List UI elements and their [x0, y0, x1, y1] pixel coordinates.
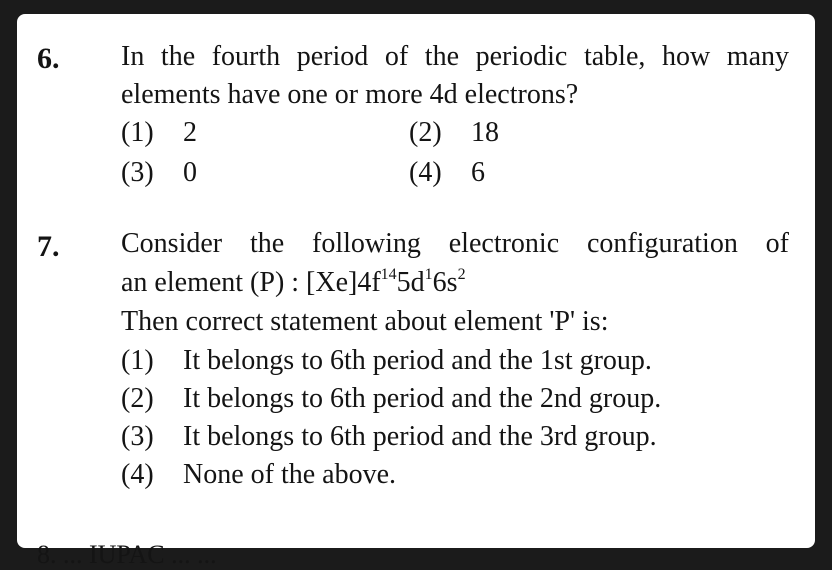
option-number: (2): [409, 117, 442, 148]
option-number: (1): [121, 345, 154, 376]
option-number: (2): [121, 383, 154, 414]
config-5d: 5d: [396, 267, 425, 298]
option-text: 6: [471, 157, 485, 188]
question-7-option-1[interactable]: [121, 342, 652, 380]
option-text: It belongs to 6th period and the 1st group.: [183, 345, 652, 376]
question-7-option-3[interactable]: [121, 418, 657, 456]
option-text: 18: [471, 117, 499, 148]
question-6-option-2[interactable]: [409, 114, 499, 152]
question-sheet: [17, 14, 815, 569]
question-6-line-2: elements have one or more 4d electrons?: [121, 79, 579, 110]
config-6s: 6s: [432, 267, 458, 298]
option-text: 0: [183, 157, 197, 188]
question-7-line-1: Consider the following electronic configuration of: [121, 228, 789, 259]
option-number: (4): [121, 459, 154, 490]
config-sup-5d: 1: [424, 266, 433, 283]
question-7-number: 7.: [37, 230, 60, 263]
question-6-option-3[interactable]: [121, 154, 197, 192]
question-7-option-4[interactable]: [121, 456, 396, 494]
question-7-option-2[interactable]: [121, 380, 661, 418]
question-6-number: 6.: [37, 42, 60, 75]
question-6-option-4[interactable]: [409, 154, 485, 192]
question-6-option-1[interactable]: [121, 114, 197, 152]
option-number: (3): [121, 157, 154, 188]
option-text: It belongs to 6th period and the 2nd group.: [183, 383, 662, 414]
question-7-line-2: [121, 264, 789, 302]
question-6-line-1: In the fourth period of the periodic table, how many: [121, 41, 789, 72]
option-text: 2: [183, 117, 197, 148]
next-question-fragment: 8. ... IUPAC ... ...: [37, 540, 217, 569]
option-text: It belongs to 6th period and the 3rd group.: [183, 421, 657, 452]
option-number: (1): [121, 117, 154, 148]
option-number: (3): [121, 421, 154, 452]
question-7-line-3: Then correct statement about element 'P' is:: [121, 306, 609, 337]
option-text: None of the above.: [183, 459, 397, 490]
config-sup-6s: 2: [457, 266, 466, 283]
config-sup-4f: 14: [380, 266, 397, 283]
option-number: (4): [409, 157, 442, 188]
config-prefix: an element (P) : [Xe]4f: [121, 267, 381, 298]
